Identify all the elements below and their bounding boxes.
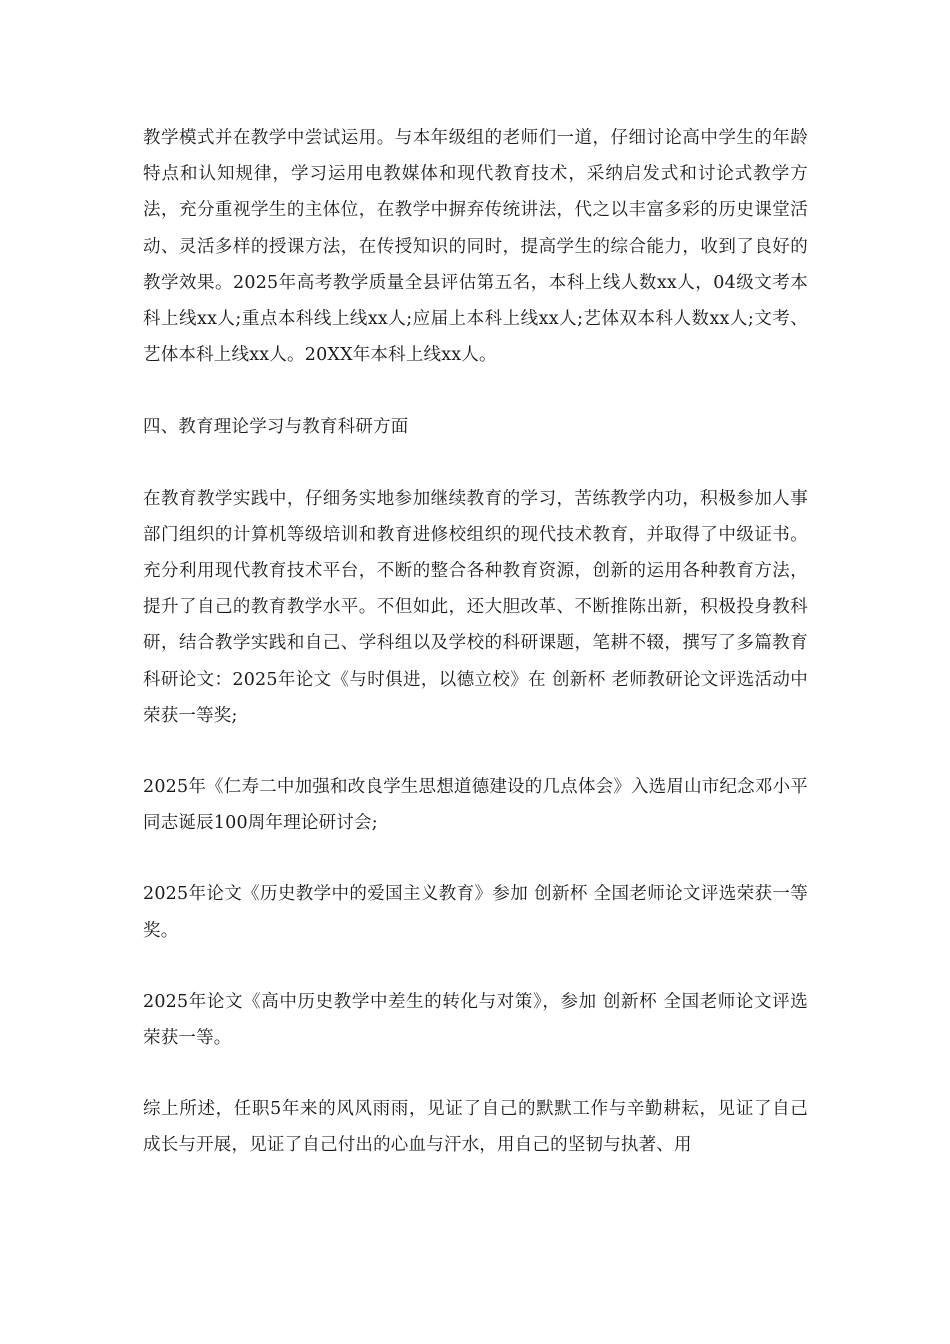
paragraph-research-practice: 在教育教学实践中，仔细务实地参加继续教育的学习，苦练教学内功，积极参加人事部门组织的计算机等级培训和教育进修校组织的现代技术教育，并取得了中级证书。充分利用现代教育技术平台，不断的整合各种教育资源，创新的运用各种教育方法，提升了自己的教育教学水平。不但如此，还大胆改革、不断推陈出新，积极投身教科研，结合教学实践和自己、学科组以及学校的科研课题，笔耕不辍，撰写了多篇教育科研论文：2025年论文《与时俱进，以德立校》在 创新杯 老师教研论文评选活动中荣获一等奖;: [143, 488, 808, 726]
paragraph-teaching-results: 教学模式并在教学中尝试运用。与本年级组的老师们一道，仔细讨论高中学生的年龄特点和认知规律，学习运用电教媒体和现代教育技术，采纳启发式和讨论式教学方法，充分重视学生的主体位，在教学中摒弃传统讲法，代之以丰富多彩的历史课堂活动、灵活多样的授课方法，在传授知识的同时，提高学生的综合能力，收到了良好的教学效果。2025年高考教学质量全县评估第五名，本科上线人数xx人，04级文考本科上线xx人;重点本科线上线xx人;应届上本科上线xx人;艺体双本科人数xx人;文考、艺体本科上线xx人。20XX年本科上线xx人。: [143, 128, 808, 366]
paragraph-paper-patriotism: 2025年论文《历史教学中的爱国主义教育》参加 创新杯 全国老师论文评选荣获一等奖。: [143, 884, 808, 941]
paragraph-summary: 综上所述，任职5年来的风风雨雨，见证了自己的默默工作与辛勤耕耘，见证了自己成长与开展，见证了自己付出的心血与汗水，用自己的坚韧与执著、用: [143, 1099, 808, 1156]
section-heading-research: 四、教育理论学习与教育科研方面: [143, 417, 409, 438]
document-body: [143, 120, 808, 1199]
paragraph-paper-weak-students: 2025年论文《高中历史教学中差生的转化与对策》，参加 创新杯 全国老师论文评选荣获一等。: [143, 991, 808, 1049]
paragraph-paper-moral-education: 2025年《仁寿二中加强和改良学生思想道德建设的几点体会》入选眉山市纪念邓小平同志诞辰100周年理论研讨会;: [143, 777, 808, 834]
